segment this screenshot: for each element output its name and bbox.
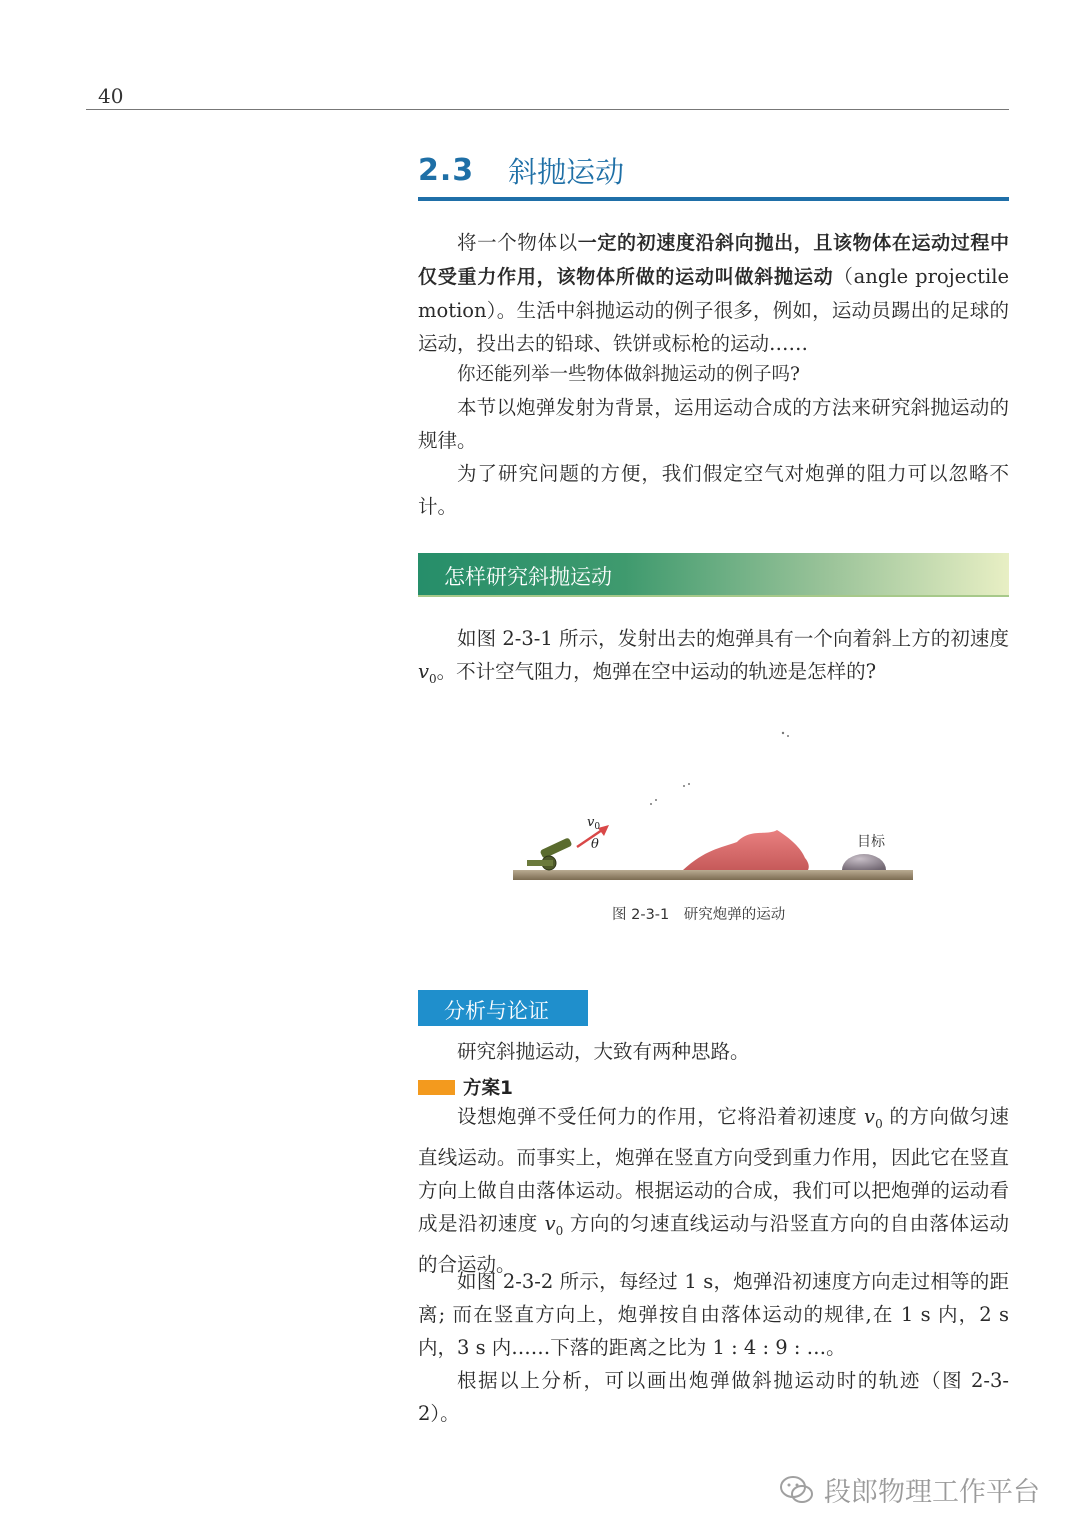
intro-assumption-paragraph: 为了研究问题的方便，我们假定空气对炮弹的阻力可以忽略不计。	[418, 462, 1009, 518]
question-suffix: 。不计空气阻力，炮弹在空中运动的轨迹是怎样的?	[436, 660, 877, 683]
intro-prefix: 将一个物体以	[457, 231, 578, 254]
cannon	[527, 837, 572, 870]
smoke-puffs	[650, 732, 789, 805]
header-rule	[86, 109, 1009, 110]
watermark	[780, 1470, 1040, 1509]
plan-1-heading	[418, 1074, 513, 1100]
v0-symbol: v	[418, 660, 430, 683]
section-rule	[418, 197, 1009, 201]
figure-question-paragraph	[418, 622, 1009, 696]
projectile-figure	[505, 700, 925, 900]
plan-1-label: 方案1	[463, 1078, 513, 1099]
v0-symbol: v	[864, 1105, 876, 1128]
hill	[683, 830, 809, 870]
analysis-title: 分析与论证	[444, 999, 549, 1023]
question-prefix: 如图 2-3-1 所示，发射出去的炮弹具有一个向着斜上方的初速度	[457, 627, 1009, 650]
section-number: 2.3	[418, 152, 475, 188]
plan-marker	[418, 1080, 455, 1095]
wechat-icon	[780, 1475, 814, 1505]
analysis-intro-paragraph: 研究斜抛运动，大致有两种思路。	[457, 1040, 750, 1063]
watermark-text: 段郎物理工作平台	[824, 1477, 1040, 1508]
subsection-title: 怎样研究斜抛运动	[444, 565, 612, 589]
section-title: 斜抛运动	[508, 154, 625, 189]
intro-purpose-paragraph: 本节以炮弹发射为背景，运用运动合成的方法来研究斜抛运动的规律。	[418, 396, 1009, 452]
intro-question-paragraph: 你还能列举一些物体做斜抛运动的例子吗?	[457, 364, 800, 385]
v0-label: $v_0$	[587, 815, 601, 832]
definition-bold-text: 一定的初速度沿斜向抛出，且该物体在运动过程中仅受重力作用，该物体所做的运动叫做斜抛运动	[418, 232, 1009, 288]
page-number: 40	[98, 84, 124, 108]
section-heading	[418, 146, 624, 194]
trajectory-paragraph: 根据以上分析，可以画出炮弹做斜抛运动时的轨迹（图 2-3-2）。	[418, 1369, 1009, 1425]
intro-definition-paragraph	[418, 226, 1009, 360]
analysis-banner	[418, 990, 588, 1026]
v0-subscript: 0	[429, 671, 437, 686]
ground	[513, 870, 913, 880]
target-dome	[842, 854, 886, 870]
intro-suffix: （angle projectile motion）。生活中斜抛运动的例子很多，例如，运动员踢出的足球的运动，投出去的铅球、铁饼或标枪的运动……	[418, 265, 1009, 355]
ratio-paragraph: 如图 2-3-2 所示，每经过 1 s，炮弹沿初速度方向走过相等的距离; 而在竖直方向上，炮弹按自由落体运动的规律,在 1 s 内，2 s 内，3 s 内……下落的距离之比为 1 : 4 : 9 : …。	[418, 1270, 1009, 1359]
v0-symbol: v	[544, 1211, 556, 1235]
target-label: 目标	[857, 834, 885, 850]
projectile-illustration	[505, 700, 925, 900]
subsection-banner	[418, 553, 1009, 597]
figure-caption: 图 2-3-1 研究炮弹的运动	[612, 907, 786, 923]
theta-label: θ	[591, 837, 599, 852]
plan-1-paragraph: 设想炮弹不受任何力的作用，它将沿着初速度 $v_0$ 的方向做匀速直线运动。而事实上，炮弹在竖直方向受到重力作用，因此它在竖直方向上做自由落体运动。根据运动的合成，我们可以把炮弹的运动看成是沿初速度 $v_0$ 方向的匀速直线运动与沿竖直方向的自由落体运动的合运动。	[418, 1105, 1009, 1276]
